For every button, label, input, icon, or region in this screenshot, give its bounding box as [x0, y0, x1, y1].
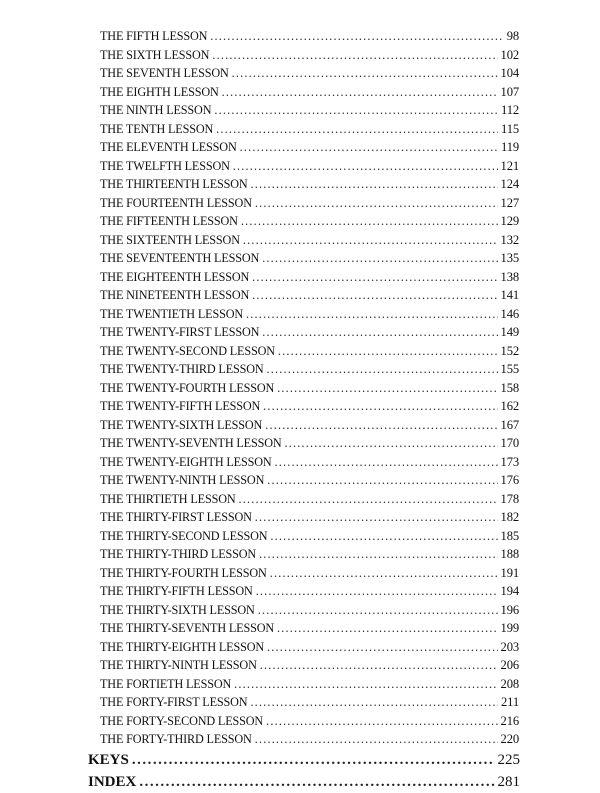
toc-entry	[0, 619, 600, 638]
toc-entry-page: 112	[501, 103, 519, 117]
toc-entry	[0, 601, 600, 620]
dot-leader	[265, 416, 497, 435]
toc-entry	[0, 564, 600, 583]
dot-leader	[232, 64, 498, 83]
toc-entry	[0, 175, 600, 194]
dot-leader	[270, 527, 497, 546]
toc-entry	[0, 527, 600, 546]
toc-entry-page: 206	[500, 658, 519, 672]
toc-entry-page: 176	[500, 473, 519, 487]
toc-entry-title: THE THIRTY-FIFTH LESSON	[100, 584, 253, 598]
toc-entry	[0, 212, 600, 231]
dot-leader	[216, 120, 498, 139]
dot-leader	[255, 730, 498, 749]
toc-entry	[0, 471, 600, 490]
dot-leader	[212, 46, 497, 65]
toc-entry-title: THE FORTIETH LESSON	[100, 676, 232, 691]
dot-leader	[255, 508, 498, 527]
toc-entry-title: INDEX	[88, 773, 137, 790]
toc-entry-title: THE TWENTY-THIRD LESSON	[100, 362, 264, 376]
dot-leader	[239, 490, 498, 509]
toc-entry-title: THE TWENTIETH LESSON	[100, 306, 243, 321]
dot-leader	[277, 619, 498, 638]
toc-entry-title: THE TENTH LESSON	[100, 121, 214, 136]
toc-entry	[0, 342, 600, 361]
toc-entry-title: THE FOURTEENTH LESSON	[100, 195, 252, 210]
toc-entry-title: THE EIGHTH LESSON	[100, 84, 219, 99]
toc-entry	[0, 249, 600, 268]
toc-entry-title: THE FIFTEENTH LESSON	[100, 214, 238, 228]
dot-leader	[252, 286, 497, 305]
dot-leader	[240, 138, 498, 157]
toc-entry	[0, 120, 600, 139]
dot-leader	[234, 675, 497, 694]
toc-entry-title: THE THIRTY-SIXTH LESSON	[100, 602, 255, 617]
toc-entry	[0, 286, 600, 305]
toc-entry-page: 216	[500, 713, 519, 728]
dot-leader	[243, 231, 498, 250]
dot-leader	[285, 434, 498, 453]
toc-entry-keys	[0, 749, 600, 771]
dot-leader	[267, 360, 498, 379]
dot-leader	[255, 194, 498, 213]
toc-entry	[0, 397, 600, 416]
toc-entry	[0, 27, 600, 46]
toc-entry-page: 208	[500, 676, 519, 691]
toc-entry-title: KEYS	[88, 751, 129, 768]
toc-entry	[0, 323, 600, 342]
toc-entry	[0, 157, 600, 176]
toc-entry	[0, 508, 600, 527]
dot-leader	[214, 101, 498, 120]
toc-entry-title: THE SEVENTH LESSON	[100, 66, 229, 80]
toc-entry	[0, 545, 600, 564]
toc-entry-title: THE THIRTIETH LESSON	[100, 491, 236, 506]
toc-entry-page: 102	[500, 47, 519, 62]
dot-leader	[258, 601, 498, 620]
toc-entry-page: 162	[500, 399, 519, 413]
toc-entry-title: THE THIRTY-THIRD LESSON	[100, 547, 257, 561]
toc-entry-title: THE THIRTY-FOURTH LESSON	[100, 565, 267, 580]
dot-leader	[260, 656, 498, 675]
toc-entry	[0, 582, 600, 601]
toc-entry-page: 132	[500, 232, 519, 247]
dot-leader	[263, 397, 497, 416]
toc-entry	[0, 638, 600, 657]
toc-entry-title: THE SIXTH LESSON	[100, 47, 210, 62]
toc-entry-page: 194	[500, 584, 519, 598]
toc-entry-title: THE SIXTEENTH LESSON	[100, 232, 240, 247]
dot-leader	[210, 27, 503, 46]
toc-entry-title: THE FIFTH LESSON	[100, 29, 208, 43]
toc-entry-page: 138	[500, 269, 519, 284]
toc-entry-page: 107	[500, 84, 519, 99]
toc-entry-page: 119	[501, 140, 519, 154]
toc-entry-page: 104	[500, 66, 519, 80]
dot-leader	[270, 564, 498, 583]
toc-entry-page: 191	[500, 565, 519, 580]
toc-entry	[0, 360, 600, 379]
toc-entry-index	[0, 771, 600, 793]
toc-entry	[0, 379, 600, 398]
toc-entry-title: THE TWENTY-FIFTH LESSON	[100, 399, 261, 413]
toc-entry-page: 199	[500, 621, 519, 635]
toc-entry-title: THE NINETEENTH LESSON	[100, 288, 250, 302]
toc-entry-title: THE FORTY-THIRD LESSON	[100, 732, 252, 746]
toc-entry-page: 141	[500, 288, 519, 302]
toc-entry-title: THE THIRTEENTH LESSON	[100, 177, 248, 191]
toc-entry	[0, 490, 600, 509]
toc-entry	[0, 231, 600, 250]
toc-entry-page: 124	[500, 177, 519, 191]
toc-entry-page: 220	[500, 732, 519, 746]
toc-entry	[0, 138, 600, 157]
toc-entry	[0, 194, 600, 213]
dot-leader	[259, 545, 497, 564]
dot-leader	[275, 453, 498, 472]
dot-leader	[251, 175, 498, 194]
toc-entry	[0, 268, 600, 287]
toc-entry-page: 173	[500, 454, 519, 469]
toc-entry-page: 129	[500, 214, 519, 228]
dot-leader	[250, 693, 498, 712]
dot-leader	[262, 249, 497, 268]
toc-entry-page: 196	[500, 602, 519, 617]
dot-leader	[222, 83, 498, 102]
toc-entry	[0, 83, 600, 102]
toc-entry-title: THE THIRTY-FIRST LESSON	[100, 510, 252, 524]
toc-entry-title: THE TWENTY-EIGHTH LESSON	[100, 454, 272, 469]
toc-entry-title: THE TWENTY-NINTH LESSON	[100, 473, 265, 487]
toc-entry	[0, 46, 600, 65]
toc-entry	[0, 434, 600, 453]
dot-leader	[267, 471, 497, 490]
toc-entry	[0, 712, 600, 731]
toc-entry-page: 98	[506, 29, 519, 43]
dot-leader	[262, 323, 497, 342]
toc-entry-title: THE NINTH LESSON	[100, 103, 212, 117]
toc-entry-page: 158	[500, 380, 519, 395]
toc-entry-title: THE FORTY-SECOND LESSON	[100, 713, 264, 728]
toc-entry-page: 281	[497, 773, 520, 790]
toc-entry-page: 167	[500, 417, 519, 432]
dot-leader	[278, 342, 498, 361]
toc-entry	[0, 453, 600, 472]
toc-entry-title: THE EIGHTEENTH LESSON	[100, 269, 250, 284]
toc-entry	[0, 675, 600, 694]
toc-entry-title: THE THIRTY-SEVENTH LESSON	[100, 621, 275, 635]
toc-entry-title: THE TWENTY-SIXTH LESSON	[100, 417, 263, 432]
toc-entry-title: THE TWENTY-FOURTH LESSON	[100, 380, 275, 395]
toc-entry	[0, 656, 600, 675]
dot-leader	[139, 771, 494, 793]
toc-entry-title: THE THIRTY-EIGHTH LESSON	[100, 639, 265, 654]
toc-entry-title: THE TWENTY-SEVENTH LESSON	[100, 436, 282, 450]
toc-entry-page: 152	[500, 343, 519, 358]
toc-entry-title: THE SEVENTEENTH LESSON	[100, 251, 260, 265]
dot-leader	[256, 582, 498, 601]
dot-leader	[241, 212, 498, 231]
dot-leader	[267, 638, 498, 657]
toc-entry-title: THE THIRTY-NINTH LESSON	[100, 658, 257, 672]
toc-entry-title: THE TWENTY-SECOND LESSON	[100, 343, 275, 358]
toc-entry-page: 127	[500, 195, 519, 210]
toc-entry-page: 121	[500, 158, 519, 173]
toc-entry-title: THE FORTY-FIRST LESSON	[100, 695, 248, 709]
toc-entry-page: 182	[500, 510, 519, 524]
toc-entry-title: THE ELEVENTH LESSON	[100, 140, 237, 154]
toc-entry	[0, 305, 600, 324]
dot-leader	[233, 157, 498, 176]
toc-entry-page: 185	[500, 528, 519, 543]
toc-entry-page: 211	[501, 695, 519, 709]
dot-leader	[266, 712, 497, 731]
toc-entry-page: 203	[500, 639, 519, 654]
toc-entry-page: 135	[500, 251, 519, 265]
toc-entry-title: THE TWENTY-FIRST LESSON	[100, 325, 260, 339]
toc-entry	[0, 101, 600, 120]
toc-entry-page: 188	[500, 547, 519, 561]
toc-entry-page: 115	[501, 121, 519, 136]
toc-entry	[0, 693, 600, 712]
dot-leader	[132, 749, 495, 771]
table-of-contents	[0, 27, 600, 793]
toc-entry	[0, 730, 600, 749]
toc-entry-page: 170	[500, 436, 519, 450]
toc-entry-page: 178	[500, 491, 519, 506]
toc-entry-page: 149	[500, 325, 519, 339]
toc-entry-title: THE TWELFTH LESSON	[100, 158, 230, 173]
toc-entry-page: 146	[500, 306, 519, 321]
toc-entry-page: 155	[500, 362, 519, 376]
toc-entry	[0, 64, 600, 83]
toc-entry	[0, 416, 600, 435]
dot-leader	[246, 305, 498, 324]
dot-leader	[252, 268, 497, 287]
dot-leader	[277, 379, 497, 398]
toc-entry-page: 225	[497, 751, 520, 768]
toc-entry-title: THE THIRTY-SECOND LESSON	[100, 528, 268, 543]
